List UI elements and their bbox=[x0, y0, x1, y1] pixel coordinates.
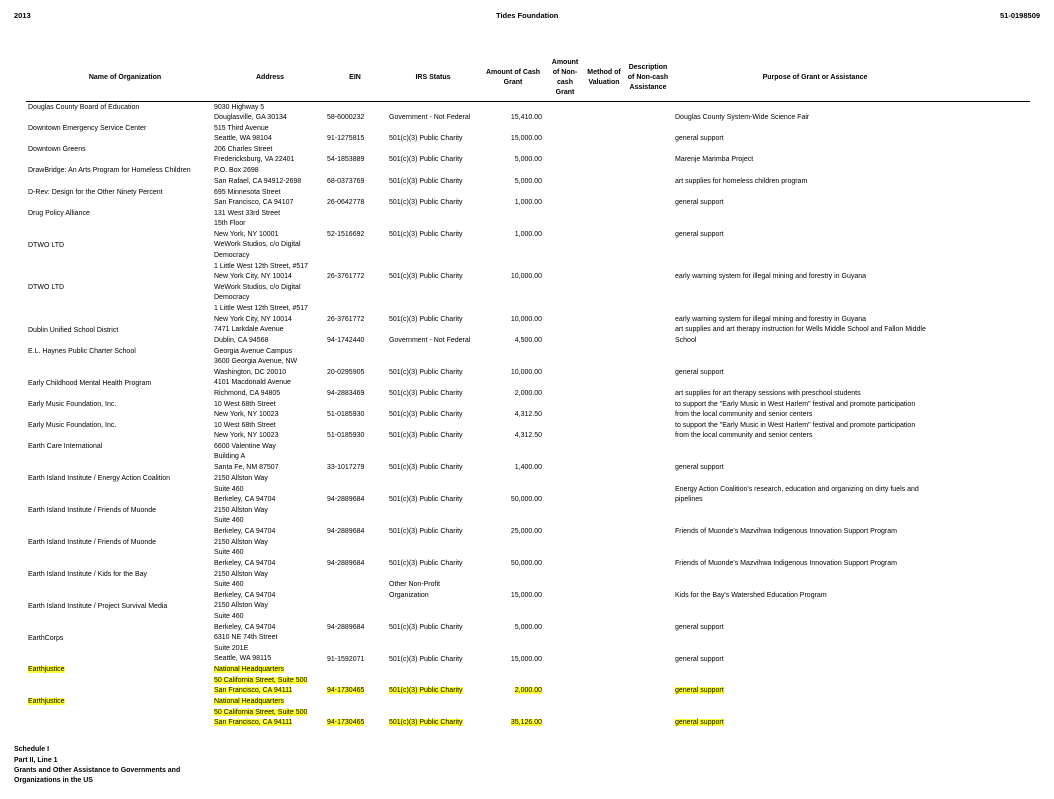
address-line: 2150 Allston Way bbox=[214, 475, 268, 482]
address-line: Seattle, WA 98115 bbox=[214, 655, 272, 662]
cash-amount: 2,000.00 bbox=[514, 687, 542, 694]
address-line: National Headquarters bbox=[214, 698, 285, 705]
address-line: 10 West 68th Street bbox=[214, 401, 276, 408]
address-line: San Francisco, CA 94111 bbox=[214, 687, 293, 694]
org-name: Earth Care International bbox=[28, 443, 103, 450]
cash-amount: 10,000.00 bbox=[510, 316, 542, 323]
purpose-text: Douglas County System-Wide Science Fair bbox=[675, 114, 810, 121]
address-line: 15th Floor bbox=[214, 220, 246, 227]
ein-value: 20-0295905 bbox=[327, 369, 365, 376]
purpose-text: Friends of Muonde's Mazvihwa Indigenous Innovation Support Program bbox=[675, 560, 897, 567]
cash-amount: 5,000.00 bbox=[514, 156, 542, 163]
irs-status: 501(c)(3) Public Charity bbox=[389, 316, 463, 323]
address-line: 4101 Macdonald Avenue bbox=[214, 379, 291, 386]
ein-value: 26-3761772 bbox=[327, 273, 365, 280]
irs-status: 501(c)(3) Public Charity bbox=[389, 624, 463, 631]
purpose-text: from the local community and senior centers bbox=[675, 432, 813, 439]
org-name: Earth Island Institute / Friends of Muonde bbox=[28, 539, 157, 546]
address-line: 50 California Street, Suite 500 bbox=[214, 709, 308, 716]
irs-status: Government - Not Federal bbox=[389, 337, 471, 344]
org-name: D-Rev: Design for the Other Ninety Percent bbox=[28, 189, 163, 196]
org-name: E.L. Haynes Public Charter School bbox=[28, 348, 136, 355]
address-line: 2150 Allston Way bbox=[214, 539, 268, 546]
ein-value: 94-2889684 bbox=[327, 560, 365, 567]
org-name: Drug Policy Alliance bbox=[28, 210, 90, 217]
address-line: 695 Minnesota Street bbox=[214, 189, 281, 196]
purpose-text: Friends of Muonde's Mazvihwa Indigenous Innovation Support Program bbox=[675, 528, 897, 535]
ein-value: 94-1730465 bbox=[327, 719, 365, 726]
col-method-header: Method of Valuation bbox=[587, 69, 621, 86]
purpose-text: early warning system for illegal mining and forestry in Guyana bbox=[675, 316, 867, 323]
address-line: New York City, NY 10014 bbox=[214, 316, 292, 323]
org-name: DTWO LTD bbox=[28, 284, 65, 291]
cash-amount: 4,312.50 bbox=[514, 411, 542, 418]
address-line: 6310 NE 74th Street bbox=[214, 634, 278, 641]
address-line: 9030 Highway 5 bbox=[214, 104, 265, 111]
irs-status: Government - Not Federal bbox=[389, 114, 471, 121]
ein-value: 26-3761772 bbox=[327, 316, 365, 323]
address-line: New York, NY 10023 bbox=[214, 432, 279, 439]
address-line: Richmond, CA 94805 bbox=[214, 390, 281, 397]
irs-status: 501(c)(3) Public Charity bbox=[389, 687, 463, 694]
irs-status: 501(c)(3) Public Charity bbox=[389, 156, 463, 163]
col-noncash-header: Amount of Non- cash Grant bbox=[551, 59, 579, 96]
ein-value: 58-6000232 bbox=[327, 114, 365, 121]
org-name: Earth Island Institute / Energy Action Coalition bbox=[28, 475, 171, 482]
purpose-text: School bbox=[675, 337, 697, 344]
ein-value: 94-2883469 bbox=[327, 390, 365, 397]
ein-value: 91-1275815 bbox=[327, 135, 365, 142]
purpose-text: Kids for the Bay's Watershed Education Program bbox=[675, 592, 827, 599]
purpose-text: early warning system for illegal mining and forestry in Guyana bbox=[675, 273, 867, 280]
address-line: 206 Charles Street bbox=[214, 146, 273, 153]
purpose-text: art supplies for homeless children program bbox=[675, 178, 808, 185]
address-line: Santa Fe, NM 87507 bbox=[214, 464, 279, 471]
purpose-text: art supplies for art therapy sessions with preschool students bbox=[675, 390, 861, 397]
address-line: Democracy bbox=[214, 252, 250, 259]
irs-status: 501(c)(3) Public Charity bbox=[389, 273, 463, 280]
cash-amount: 15,000.00 bbox=[510, 135, 542, 142]
ein-value: 94-2889684 bbox=[327, 624, 365, 631]
tax-year: 2013 bbox=[14, 11, 31, 20]
ein-value: 54-1853889 bbox=[327, 156, 365, 163]
ein-value: 51-0185930 bbox=[327, 432, 365, 439]
org-name: Earth Island Institute / Friends of Muonde bbox=[28, 507, 157, 514]
address-line: 515 Third Avenue bbox=[214, 125, 269, 132]
address-line: 6600 Valentine Way bbox=[214, 443, 276, 450]
address-line: Suite 460 bbox=[214, 581, 244, 588]
irs-status: 501(c)(3) Public Charity bbox=[389, 432, 463, 439]
address-line: 10 West 68th Street bbox=[214, 422, 276, 429]
org-name: Earthjustice bbox=[28, 666, 65, 673]
address-line: Berkeley, CA 94704 bbox=[214, 560, 276, 567]
ein-value: 33-1017279 bbox=[327, 464, 365, 471]
org-name: Earthjustice bbox=[28, 698, 65, 705]
cash-amount: 1,400.00 bbox=[514, 464, 542, 471]
ein-value: 94-2889684 bbox=[327, 528, 365, 535]
address-line: Berkeley, CA 94704 bbox=[214, 528, 276, 535]
address-line: Fredericksburg, VA 22401 bbox=[214, 156, 295, 163]
address-line: 2150 Allston Way bbox=[214, 507, 268, 514]
address-line: Suite 460 bbox=[214, 486, 244, 493]
ein-value: 26-0642778 bbox=[327, 199, 365, 206]
irs-status: 501(c)(3) Public Charity bbox=[389, 411, 463, 418]
foundation-ein: 51-0198509 bbox=[1000, 11, 1041, 20]
irs-status: 501(c)(3) Public Charity bbox=[389, 560, 463, 567]
address-line: New York City, NY 10014 bbox=[214, 273, 292, 280]
ein-value: 91-1592071 bbox=[327, 656, 365, 663]
org-name: Early Music Foundation, Inc. bbox=[28, 422, 117, 429]
ein-value: 94-1742440 bbox=[327, 337, 365, 344]
org-name: Earth Island Institute / Kids for the Bay bbox=[28, 571, 148, 578]
address-line: 3600 Georgia Avenue, NW bbox=[214, 358, 298, 365]
cash-amount: 10,000.00 bbox=[510, 369, 542, 376]
address-line: San Francisco, CA 94111 bbox=[214, 719, 293, 726]
col-name-header: Name of Organization bbox=[88, 74, 162, 81]
purpose-text: general support bbox=[675, 199, 724, 206]
cash-amount: 50,000.00 bbox=[510, 496, 542, 503]
irs-status: 501(c)(3) Public Charity bbox=[389, 496, 463, 503]
purpose-text: general support bbox=[675, 687, 724, 694]
address-line: National Headquarters bbox=[214, 666, 285, 673]
irs-status: 501(c)(3) Public Charity bbox=[389, 199, 463, 206]
footer-schedule: Schedule I bbox=[14, 746, 50, 753]
ein-value: 51-0185930 bbox=[327, 411, 365, 418]
purpose-text: from the local community and senior centers bbox=[675, 411, 813, 418]
purpose-text: Marenje Marimba Project bbox=[675, 156, 754, 163]
col-desc-header: Description of Non-cash Assistance bbox=[627, 64, 669, 91]
col-purpose-header: Purpose of Grant or Assistance bbox=[762, 74, 868, 81]
address-line: Berkeley, CA 94704 bbox=[214, 592, 276, 599]
address-line: New York, NY 10023 bbox=[214, 411, 279, 418]
purpose-text: general support bbox=[675, 135, 724, 142]
cash-amount: 15,000.00 bbox=[510, 592, 542, 599]
cash-amount: 4,312.50 bbox=[514, 432, 542, 439]
cash-amount: 4,500.00 bbox=[514, 337, 542, 344]
purpose-text: general support bbox=[675, 231, 724, 238]
irs-status: 501(c)(3) Public Charity bbox=[389, 390, 463, 397]
col-irs-header: IRS Status bbox=[415, 74, 451, 81]
purpose-text: to support the "Early Music in West Harlem" festival and promote participation bbox=[675, 422, 916, 429]
org-name: Dublin Unified School District bbox=[28, 327, 119, 334]
purpose-text: general support bbox=[675, 369, 724, 376]
irs-status: 501(c)(3) Public Charity bbox=[389, 135, 463, 142]
address-line: 2150 Allston Way bbox=[214, 571, 268, 578]
address-line: 7471 Larkdale Avenue bbox=[214, 326, 284, 333]
cash-amount: 10,000.00 bbox=[510, 273, 542, 280]
purpose-text: pipelines bbox=[675, 496, 703, 503]
irs-status: 501(c)(3) Public Charity bbox=[389, 719, 463, 726]
org-name: Early Childhood Mental Health Program bbox=[28, 380, 152, 387]
cash-amount: 50,000.00 bbox=[510, 560, 542, 567]
address-line: Suite 460 bbox=[214, 613, 244, 620]
purpose-text: art supplies and art therapy instruction for Wells Middle School and Fallon Middle bbox=[675, 326, 926, 333]
cash-amount: 25,000.00 bbox=[510, 528, 542, 535]
address-line: Berkeley, CA 94704 bbox=[214, 496, 276, 503]
address-line: 131 West 33rd Street bbox=[214, 210, 281, 217]
foundation-name: Tides Foundation bbox=[496, 11, 559, 20]
ein-value: 68-0373769 bbox=[327, 178, 365, 185]
address-line: 50 California Street, Suite 500 bbox=[214, 677, 308, 684]
cash-amount: 35,126.00 bbox=[510, 719, 542, 726]
org-name: Early Music Foundation, Inc. bbox=[28, 401, 117, 408]
ein-value: 94-2889684 bbox=[327, 496, 365, 503]
address-line: Berkeley, CA 94704 bbox=[214, 624, 276, 631]
org-name: Downtown Emergency Service Center bbox=[28, 125, 147, 132]
purpose-text: general support bbox=[675, 464, 724, 471]
address-line: San Rafael, CA 94912-2698 bbox=[214, 178, 302, 185]
irs-status: 501(c)(3) Public Charity bbox=[389, 464, 463, 471]
purpose-text: Energy Action Coalition's research, education and organizing on dirty fuels and bbox=[675, 486, 919, 493]
cash-amount: 2,000.00 bbox=[514, 390, 542, 397]
cash-amount: 5,000.00 bbox=[514, 624, 542, 631]
address-line: Seattle, WA 98104 bbox=[214, 135, 272, 142]
address-line: New York, NY 10001 bbox=[214, 231, 279, 238]
org-name: DrawBridge: An Arts Program for Homeless Children bbox=[28, 167, 191, 174]
irs-status: 501(c)(3) Public Charity bbox=[389, 231, 463, 238]
address-line: Washington, DC 20010 bbox=[214, 369, 287, 376]
irs-status: 501(c)(3) Public Charity bbox=[389, 528, 463, 535]
address-line: WeWork Studios, c/o Digital bbox=[214, 284, 301, 291]
cash-amount: 15,410.00 bbox=[510, 114, 542, 121]
footer-part: Part II, Line 1 bbox=[14, 757, 58, 764]
irs-status: 501(c)(3) Public Charity bbox=[389, 369, 463, 376]
address-line: Democracy bbox=[214, 294, 250, 301]
address-line: WeWork Studios, c/o Digital bbox=[214, 241, 301, 248]
col-ein-header: EIN bbox=[349, 74, 361, 81]
irs-status: Other Non-Profit bbox=[389, 581, 440, 588]
address-line: Suite 460 bbox=[214, 549, 244, 556]
address-line: Douglasville, GA 30134 bbox=[214, 114, 287, 121]
irs-status: 501(c)(3) Public Charity bbox=[389, 178, 463, 185]
purpose-text: general support bbox=[675, 624, 724, 631]
irs-status: 501(c)(3) Public Charity bbox=[389, 656, 463, 663]
address-line: Building A bbox=[214, 453, 246, 460]
address-line: 1 Little West 12th Street, #517 bbox=[214, 305, 309, 312]
cash-amount: 5,000.00 bbox=[514, 178, 542, 185]
purpose-text: general support bbox=[675, 719, 724, 726]
header-rule bbox=[26, 101, 1030, 102]
address-line: Suite 201E bbox=[214, 645, 249, 652]
ein-value: 94-1730465 bbox=[327, 687, 365, 694]
purpose-text: general support bbox=[675, 656, 724, 663]
footer-title: Grants and Other Assistance to Governments and bbox=[14, 767, 181, 774]
col-address-header: Address bbox=[255, 74, 284, 81]
irs-status: Organization bbox=[389, 592, 429, 599]
cash-amount: 15,000.00 bbox=[510, 656, 542, 663]
address-line: 1 Little West 12th Street, #517 bbox=[214, 263, 309, 270]
org-name: Downtown Greens bbox=[28, 146, 86, 153]
org-name: EarthCorps bbox=[28, 635, 64, 642]
ein-value: 52-1516692 bbox=[327, 231, 365, 238]
footer-title-cont: Organizations in the US bbox=[14, 777, 93, 784]
cash-amount: 1,000.00 bbox=[514, 199, 542, 206]
address-line: Georgia Avenue Campus bbox=[214, 348, 293, 355]
cash-amount: 1,000.00 bbox=[514, 231, 542, 238]
purpose-text: to support the "Early Music in West Harlem" festival and promote participation bbox=[675, 401, 916, 408]
address-line: Dublin, CA 94568 bbox=[214, 337, 269, 344]
address-line: Suite 460 bbox=[214, 517, 244, 524]
col-cash-header: Amount of Cash Grant bbox=[485, 69, 541, 86]
address-line: San Francisco, CA 94107 bbox=[214, 199, 294, 206]
address-line: 2150 Allston Way bbox=[214, 602, 268, 609]
org-name: Earth Island Institute / Project Survival Media bbox=[28, 603, 168, 610]
address-line: P.O. Box 2698 bbox=[214, 167, 259, 174]
org-name: DTWO LTD bbox=[28, 242, 65, 249]
org-name: Douglas County Board of Education bbox=[28, 104, 140, 111]
